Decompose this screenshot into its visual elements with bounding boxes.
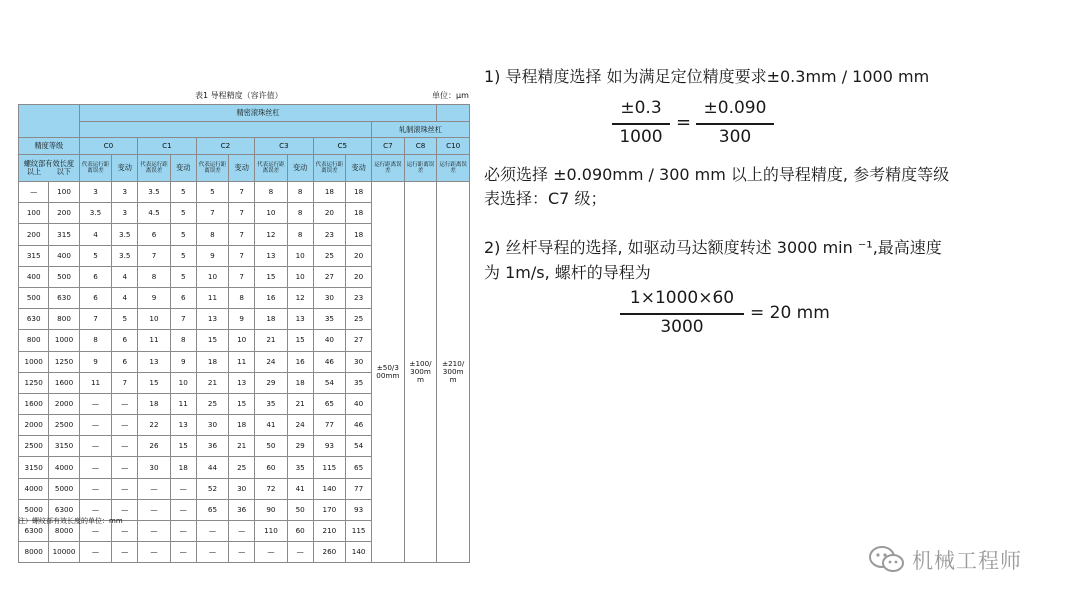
table-cell: — [112,521,138,542]
table-cell: 23 [313,224,346,245]
table-cell: 11 [138,330,171,351]
table-cell: — [79,478,112,499]
table-cell: 21 [196,372,229,393]
table-cell: 9 [196,245,229,266]
table-cell: — [196,521,229,542]
text-line-4: 2) 丝杆导程的选择, 如驱动马达额度转述 3000 min ⁻¹,最高速度 [484,238,942,257]
table-cell: 41 [255,415,288,436]
table-cell: 18 [346,224,372,245]
table-cell: 140 [346,542,372,563]
fraction-2-bar [696,123,774,125]
table-cell: 30 [229,478,255,499]
table-cell: 5000 [19,499,49,520]
table-cell: — [138,521,171,542]
header-rep-error: 代表运行距离误差 [138,155,171,182]
table-cell: 35 [313,309,346,330]
table-cell: 16 [255,287,288,308]
table-cell: 5 [79,245,112,266]
table-cell: 8 [287,224,313,245]
table-cell: 3.5 [112,245,138,266]
table-cell: 260 [313,542,346,563]
table-cell: 4 [112,287,138,308]
table-cell: — [112,478,138,499]
header-above: 以上 [26,167,42,176]
table-cell: — [79,521,112,542]
table-cell: 5 [170,266,196,287]
table-cell: 7 [138,245,171,266]
table-cell: — [112,542,138,563]
watermark-text: 机械工程师 [912,549,1022,573]
header-variation: 变动 [170,155,196,182]
header-below: 以下 [56,167,71,176]
table-cell: 21 [229,436,255,457]
header-grade-c8: C8 [404,138,437,155]
table-cell: 18 [229,415,255,436]
table-cell: — [112,457,138,478]
table-cell: 6300 [49,499,79,520]
table-cell: 25 [346,309,372,330]
table-cell: 3 [112,182,138,203]
table-cell: 13 [287,309,313,330]
table-cell: 6 [79,266,112,287]
table-cell: 3.5 [112,224,138,245]
header-grade-c7: C7 [372,138,405,155]
table-cell: 46 [313,351,346,372]
table-cell: 5 [170,245,196,266]
rolled-tolerance-cell [404,182,437,563]
table-cell: 24 [287,415,313,436]
table-cell: 5 [170,224,196,245]
rolled-tolerance-cell [372,182,405,563]
table-cell: 18 [255,309,288,330]
table-cell: 6 [170,287,196,308]
table-cell: — [79,499,112,520]
header-precision-spacer [79,122,371,138]
fraction-3 [620,288,744,344]
equals-sign: = [676,112,692,133]
table-cell: 315 [49,224,79,245]
table-cell: 8000 [49,521,79,542]
text-line-5: 为 1m/s, 螺杆的导程为 [484,263,651,282]
table-cell: 1000 [49,330,79,351]
table-caption: 表1 导程精度（容许值） [195,91,283,100]
table-cell: 315 [19,245,49,266]
header-rep-error: 代表运行距离误差 [313,155,346,182]
table-cell: 25 [229,457,255,478]
table-cell: 30 [346,351,372,372]
table-cell: 8 [196,224,229,245]
table-unit: 单位：μm [432,91,469,100]
table-cell: 400 [19,266,49,287]
table-cell: 10000 [49,542,79,563]
header-variation: 变动 [287,155,313,182]
table-cell: 7 [196,203,229,224]
table-cell: — [138,542,171,563]
table-cell: 7 [229,224,255,245]
table-cell: — [19,182,49,203]
table-cell: 6 [138,224,171,245]
header-length [19,155,80,182]
table-cell: 200 [19,224,49,245]
table-cell: 800 [49,309,79,330]
header-grade-c5: C5 [313,138,371,155]
table-cell: 2500 [19,436,49,457]
table-cell: 2000 [49,393,79,414]
header-length-label: 螺纹部有效长度 [23,159,75,169]
table-cell: — [255,542,288,563]
header-variation: 变动 [229,155,255,182]
fraction-2-numerator: ±0.090 [703,98,767,118]
header-grade-c2: C2 [196,138,254,155]
header-precision: 精密滚珠丝杠 [79,105,437,122]
table-cell: 7 [79,309,112,330]
table-cell: 18 [170,457,196,478]
table-cell: — [196,542,229,563]
table-cell: — [112,393,138,414]
table-cell: 10 [255,203,288,224]
table-cell: 9 [229,309,255,330]
table-cell: 500 [19,287,49,308]
table-cell: 4000 [19,478,49,499]
table-cell: 21 [287,393,313,414]
table-cell: 9 [79,351,112,372]
table-cell: 500 [49,266,79,287]
table-cell: 1250 [49,351,79,372]
header-grade-c3: C3 [255,138,313,155]
table-cell: 26 [138,436,171,457]
table-cell: 15 [255,266,288,287]
header-run-error: 运行距离误差 [437,155,470,182]
table-cell: 15 [229,393,255,414]
fraction-1-numerator: ±0.3 [620,98,662,118]
table-cell: 4 [79,224,112,245]
fraction-2-denominator: 300 [718,127,752,147]
table-cell: 800 [19,330,49,351]
table-cell: 36 [229,499,255,520]
table-cell: — [112,499,138,520]
table-cell: 4 [112,266,138,287]
table-cell: 60 [287,521,313,542]
table-cell: 10 [287,266,313,287]
table-cell: 25 [313,245,346,266]
wechat-icon [868,545,906,575]
table-cell: 29 [255,372,288,393]
rolled-tolerance-cell [437,182,470,563]
table-cell: — [229,521,255,542]
fraction-3-bar [620,313,744,315]
table-cell: 1000 [19,351,49,372]
table-cell: 93 [313,436,346,457]
table-cell: 36 [196,436,229,457]
table-cell: 50 [287,499,313,520]
table-cell: 9 [170,351,196,372]
table-cell: 16 [287,351,313,372]
table-cell: — [112,436,138,457]
table-cell: 1600 [49,372,79,393]
table-cell: 50 [255,436,288,457]
fraction-3-denominator: 3000 [660,317,704,337]
table-cell: 72 [255,478,288,499]
corner-cell [19,105,80,138]
fraction-2 [696,98,774,154]
table-cell: 93 [346,499,372,520]
table-cell: 7 [229,203,255,224]
table-cell: 30 [138,457,171,478]
table-cell: — [138,478,171,499]
text-line-3: 表选择：C7 级； [484,189,607,208]
table-cell: 7 [170,309,196,330]
rolled-tolerance-value: ±100/300mm [409,359,432,385]
fraction-1-bar [612,123,670,125]
table-cell: — [79,436,112,457]
table-cell: 6 [79,287,112,308]
table-cell: 1250 [19,372,49,393]
table-cell: 8 [138,266,171,287]
table-cell: 3.5 [79,203,112,224]
table-cell: 35 [346,372,372,393]
table-cell: 8 [229,287,255,308]
table-cell: 60 [255,457,288,478]
table-cell: 7 [229,182,255,203]
fraction-1-denominator: 1000 [619,127,663,147]
table-cell: 77 [313,415,346,436]
table-cell: — [170,499,196,520]
table-cell: — [287,542,313,563]
header-grade-label: 精度等级 [19,138,80,155]
header-blank [437,105,470,122]
table-cell: 11 [196,287,229,308]
header-grade-c1: C1 [138,138,196,155]
header-rolled: 轧制滚珠丝杠 [372,122,470,138]
header-grade-c0: C0 [79,138,137,155]
table-cell: 15 [196,330,229,351]
table-cell: 13 [138,351,171,372]
table-cell: 8000 [19,542,49,563]
table-cell: 10 [229,330,255,351]
watermark [868,545,1022,575]
table-cell: 140 [313,478,346,499]
table-cell: 90 [255,499,288,520]
table-cell: 630 [49,287,79,308]
table-cell: 100 [49,182,79,203]
table-cell: 27 [313,266,346,287]
table-cell: 77 [346,478,372,499]
table-cell: 35 [255,393,288,414]
header-variation: 变动 [112,155,138,182]
table-cell: 12 [287,287,313,308]
table-cell: — [79,415,112,436]
fraction-3-result: = 20 mm [750,303,830,323]
table-cell: 22 [138,415,171,436]
table-cell: — [79,542,112,563]
table-cell: — [79,393,112,414]
table-cell: 4000 [49,457,79,478]
table-cell: 210 [313,521,346,542]
rolled-tolerance-value: ±50/300mm [376,363,400,381]
table-cell: 7 [229,266,255,287]
table-cell: 18 [138,393,171,414]
table-cell: 13 [196,309,229,330]
table-cell: 11 [229,351,255,372]
table-cell: 5 [112,309,138,330]
table-cell: 5000 [49,478,79,499]
header-rep-error: 代表运行距离误差 [255,155,288,182]
table-cell: 8 [287,203,313,224]
table-note: 注）螺纹部有效长度的单位：mm [18,517,123,525]
table-cell: 1600 [19,393,49,414]
table-cell: 15 [170,436,196,457]
table-cell: 35 [287,457,313,478]
table-cell: 18 [313,182,346,203]
table-cell: 30 [196,415,229,436]
table-cell: 11 [79,372,112,393]
rolled-tolerance-value: ±210/300mm [442,359,465,385]
table-cell: 630 [19,309,49,330]
table-cell: 18 [287,372,313,393]
header-rep-error: 代表运行距离误差 [79,155,112,182]
table-cell: 3 [112,203,138,224]
table-cell: 27 [346,330,372,351]
table-cell: 54 [313,372,346,393]
table-cell: 21 [255,330,288,351]
table-cell: 15 [287,330,313,351]
table-cell: 8 [170,330,196,351]
table-cell: 20 [346,245,372,266]
table-cell: 6 [112,330,138,351]
table-cell: 11 [170,393,196,414]
table-cell: 65 [313,393,346,414]
table-row [19,182,470,203]
table-cell: 110 [255,521,288,542]
table-cell: 5 [196,182,229,203]
table-cell: 8 [255,182,288,203]
table-cell: 7 [229,245,255,266]
table-cell: 18 [196,351,229,372]
table-cell: 40 [346,393,372,414]
table-cell: 10 [196,266,229,287]
table-cell: 10 [287,245,313,266]
table-cell: 13 [170,415,196,436]
table-cell: 13 [229,372,255,393]
table-cell: 15 [138,372,171,393]
table-cell: 400 [49,245,79,266]
header-grade-c10: C10 [437,138,470,155]
table-cell: 115 [346,521,372,542]
table-cell: — [170,478,196,499]
table-cell: 18 [346,182,372,203]
table-cell: 3 [79,182,112,203]
table-cell: 20 [313,203,346,224]
table-cell: 46 [346,415,372,436]
fraction-3-numerator: 1×1000×60 [629,288,735,308]
table-cell: 2000 [19,415,49,436]
table-cell: 30 [313,287,346,308]
text-line-2: 必须选择 ±0.090mm / 300 mm 以上的导程精度, 参考精度等级 [484,165,950,184]
table-cell: 7 [112,372,138,393]
table-cell: 2500 [49,415,79,436]
text-line-1: 1) 导程精度选择 如为满足定位精度要求±0.3mm / 1000 mm [484,67,930,86]
table-cell: 18 [346,203,372,224]
table-cell: 29 [287,436,313,457]
table-cell: 3150 [49,436,79,457]
header-variation: 变动 [346,155,372,182]
fraction-1 [612,98,670,154]
table-cell: — [79,457,112,478]
table-cell: 20 [346,266,372,287]
table-cell: 40 [313,330,346,351]
table-cell: 13 [255,245,288,266]
table-cell: 115 [313,457,346,478]
table-cell: 6300 [19,521,49,542]
table-cell: 12 [255,224,288,245]
header-run-error: 运行距离误差 [404,155,437,182]
table-cell: 3.5 [138,182,171,203]
header-rep-error: 代表运行距离误差 [196,155,229,182]
table-cell: 6 [112,351,138,372]
table-cell: 23 [346,287,372,308]
table-cell: 170 [313,499,346,520]
table-cell: 65 [196,499,229,520]
table-cell: 200 [49,203,79,224]
table-cell: 10 [170,372,196,393]
table-cell: — [170,521,196,542]
table-cell: 8 [79,330,112,351]
table-cell: 41 [287,478,313,499]
table-cell: — [170,542,196,563]
table-cell: 25 [196,393,229,414]
lead-accuracy-table [18,104,470,563]
table-cell: 54 [346,436,372,457]
table-cell: 24 [255,351,288,372]
table-cell: 3150 [19,457,49,478]
table-cell: 52 [196,478,229,499]
table-cell: 5 [170,203,196,224]
table-cell: — [138,499,171,520]
table-cell: — [229,542,255,563]
table-cell: 100 [19,203,49,224]
table-cell: 5 [170,182,196,203]
table-cell: 9 [138,287,171,308]
table-cell: — [112,415,138,436]
table-cell: 4.5 [138,203,171,224]
table-cell: 10 [138,309,171,330]
table-cell: 65 [346,457,372,478]
table-cell: 8 [287,182,313,203]
table-cell: 44 [196,457,229,478]
header-run-error: 运行距离误差 [372,155,405,182]
